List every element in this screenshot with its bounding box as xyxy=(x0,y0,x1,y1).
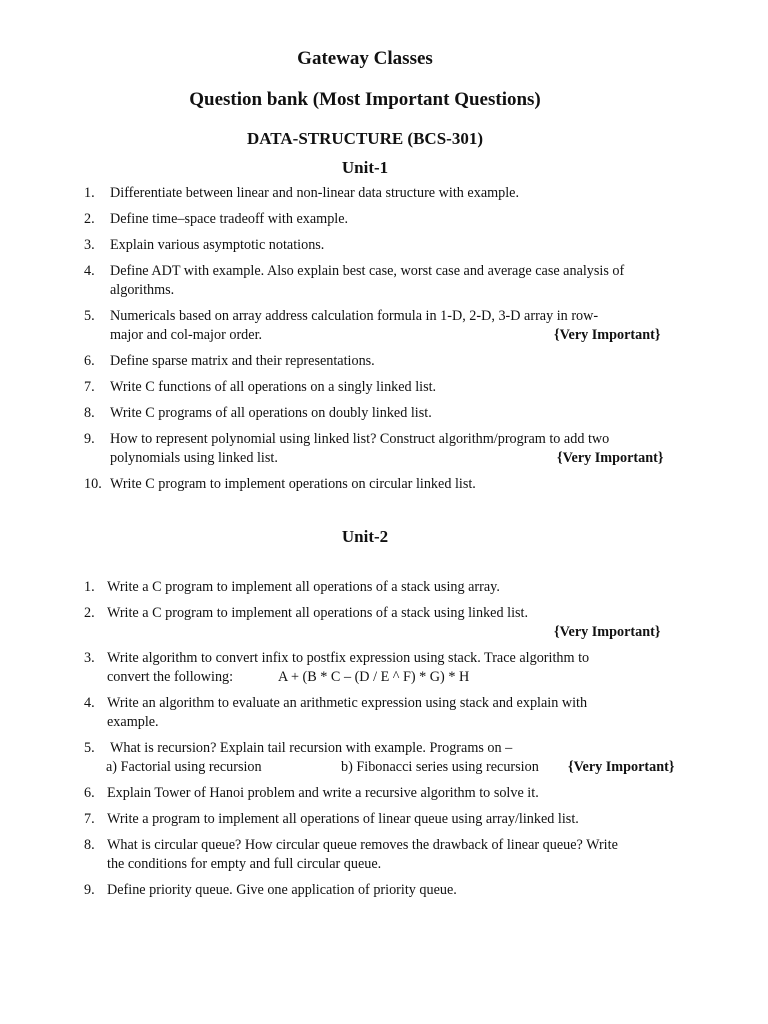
question-text: Write C program to implement operations on circular linked list. xyxy=(110,476,476,492)
question-item xyxy=(84,307,684,345)
question-item xyxy=(84,236,684,255)
infix-expression: A + (B * C – (D / E ^ F) * G) * H xyxy=(278,669,470,685)
question-text: Write a C program to implement all operations of a stack using linked list. xyxy=(107,605,529,621)
question-text-continued: the conditions for empty and full circular queue. xyxy=(107,856,382,872)
document-subtitle: Question bank (Most Important Questions) xyxy=(189,89,541,110)
question-item xyxy=(84,694,694,732)
question-text: What is circular queue? How circular queue removes the drawback of linear queue? Write xyxy=(107,837,618,853)
question-text-continued xyxy=(110,449,684,468)
question-number: 5. xyxy=(84,308,95,324)
question-text: Define sparse matrix and their representations. xyxy=(110,353,375,369)
unit-2-heading: Unit-2 xyxy=(341,527,389,546)
question-item xyxy=(84,649,694,687)
question-text-continued: example. xyxy=(107,714,159,730)
unit-1-question-list xyxy=(84,184,684,494)
institute-title: Gateway Classes xyxy=(297,48,433,69)
question-item xyxy=(84,881,694,900)
question-text: Numericals based on array address calculation formula in 1-D, 2-D, 3-D array in row- xyxy=(110,308,599,324)
question-text: Differentiate between linear and non-linear data structure with example. xyxy=(110,185,520,201)
unit-2-question-list xyxy=(84,578,694,900)
question-item xyxy=(84,578,694,597)
question-item xyxy=(84,604,694,642)
question-text: How to represent polynomial using linked list? Construct algorithm/program to add two xyxy=(110,431,610,447)
tag-line xyxy=(107,623,694,642)
unit-1-heading: Unit-1 xyxy=(341,158,389,177)
question-text: Write a program to implement all operations of linear queue using array/linked list. xyxy=(107,811,579,827)
question-item xyxy=(84,378,684,397)
question-text-continued xyxy=(107,668,694,687)
question-text: What is recursion? Explain tail recursion with example. Programs on – xyxy=(110,740,513,756)
course-title: DATA-STRUCTURE (BCS-301) xyxy=(247,129,483,148)
question-number: 4. xyxy=(84,263,95,279)
question-number: 8. xyxy=(84,837,95,853)
question-subparts xyxy=(106,758,694,777)
question-number: 5. xyxy=(84,740,95,756)
question-item xyxy=(84,262,684,300)
question-number: 2. xyxy=(84,211,95,227)
question-text: Write algorithm to convert infix to postfix expression using stack. Trace algorithm to xyxy=(107,650,590,666)
question-text: Define ADT with example. Also explain best case, worst case and average case analysis of xyxy=(110,263,625,279)
subpart-a: a) Factorial using recursion xyxy=(106,759,262,775)
very-important-tag: {Very Important} xyxy=(557,450,664,466)
question-text: Define priority queue. Give one application of priority queue. xyxy=(107,882,457,898)
question-number: 4. xyxy=(84,695,95,711)
question-number: 9. xyxy=(84,882,95,898)
question-item xyxy=(84,739,694,777)
question-item xyxy=(84,210,684,229)
question-number: 2. xyxy=(84,605,95,621)
subpart-b: b) Fibonacci series using recursion xyxy=(341,759,539,775)
question-number: 6. xyxy=(84,785,95,801)
very-important-tag: {Very Important} xyxy=(554,327,661,343)
question-number: 3. xyxy=(84,237,95,253)
very-important-tag: {Very Important} xyxy=(568,759,675,775)
very-important-tag: {Very Important} xyxy=(554,624,661,640)
question-text-continued xyxy=(110,326,684,345)
question-number: 9. xyxy=(84,431,95,447)
question-number: 1. xyxy=(84,579,95,595)
question-item xyxy=(84,404,684,423)
question-number: 10. xyxy=(84,476,102,492)
question-number: 1. xyxy=(84,185,95,201)
question-number: 8. xyxy=(84,405,95,421)
question-item xyxy=(84,352,684,371)
question-item xyxy=(84,475,684,494)
question-text: Write an algorithm to evaluate an arithmetic expression using stack and explain with xyxy=(107,695,588,711)
question-text: Define time–space tradeoff with example. xyxy=(110,211,349,227)
question-text-continued: algorithms. xyxy=(110,282,175,298)
question-text: Write C programs of all operations on doubly linked list. xyxy=(110,405,432,421)
question-text: Write a C program to implement all operations of a stack using array. xyxy=(107,579,500,595)
question-text: Write C functions of all operations on a singly linked list. xyxy=(110,379,437,395)
question-item xyxy=(84,184,684,203)
question-item xyxy=(84,810,694,829)
question-number: 3. xyxy=(84,650,95,666)
question-number: 7. xyxy=(84,379,95,395)
question-number: 7. xyxy=(84,811,95,827)
question-text-tail: convert the following: xyxy=(107,669,234,685)
question-text-tail: polynomials using linked list. xyxy=(110,450,278,466)
question-number: 6. xyxy=(84,353,95,369)
question-text: Explain Tower of Hanoi problem and write a recursive algorithm to solve it. xyxy=(107,785,539,801)
question-text: Explain various asymptotic notations. xyxy=(110,237,325,253)
question-item xyxy=(84,784,694,803)
question-text-tail: major and col-major order. xyxy=(110,327,263,343)
question-item xyxy=(84,430,684,468)
question-item xyxy=(84,836,694,874)
